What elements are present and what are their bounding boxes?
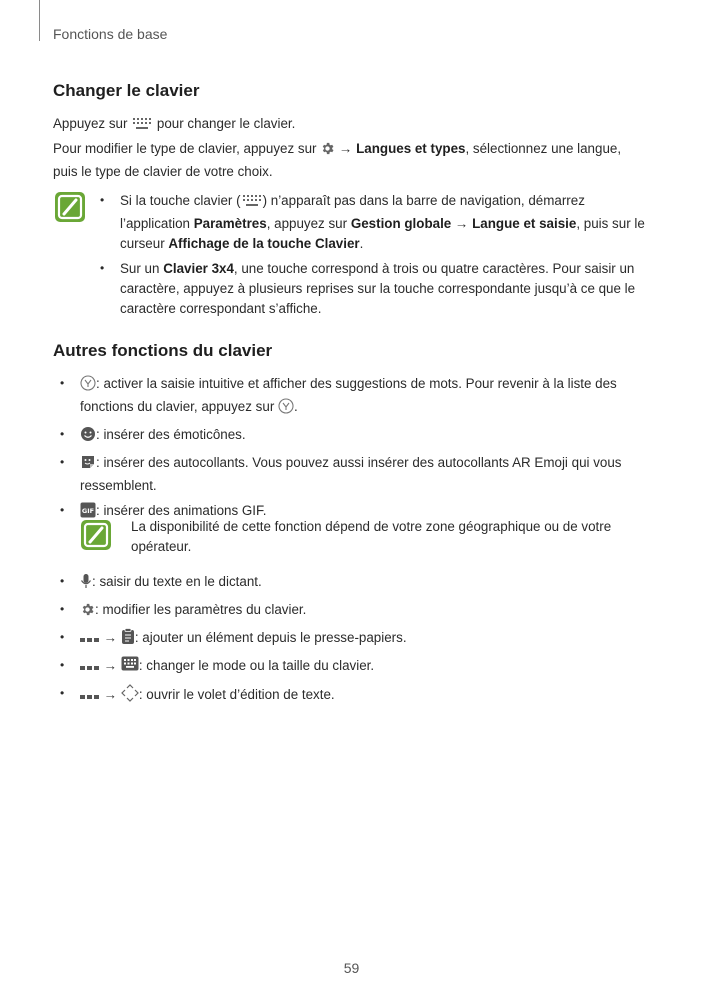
feature-keyboard-mode: • → : changer le mode ou la taille du clavier. <box>53 656 643 679</box>
paragraph-modify-keyboard-type: Pour modifier le type de clavier, appuyez sur → Langues et types, sélectionnez une langue, puis le type de clavier de votre choix. <box>53 141 622 179</box>
microphone-icon <box>80 573 92 595</box>
note-icon <box>55 192 85 222</box>
feature-sticker: • : insérer des autocollants. Vous pouvez aussi insérer des autocollants AR Emoji qui vous ressemblent. <box>60 455 622 493</box>
more-options-icon <box>80 688 100 708</box>
note-bullet-keyboard-key: • Si la touche clavier ( ) n’apparaît pas dans la barre de navigation, démarrez l’application Paramètres, appuyez sur Gestion globale → Langue et saisie, puis sur le curseur Affichage de la touche Clavier. <box>100 193 645 251</box>
keyboard-icon <box>241 194 263 214</box>
svg-text:GIF: GIF <box>81 507 95 515</box>
feature-list-2 <box>53 572 643 708</box>
feature-clipboard: • → : ajouter un élément depuis le presse-papiers. <box>53 628 643 651</box>
gear-icon <box>80 602 95 623</box>
emoji-icon <box>80 426 96 448</box>
page-number: 59 <box>343 960 360 976</box>
sticker-icon <box>80 454 96 476</box>
section-header: Fonctions de base <box>53 26 168 42</box>
feature-text-editing: • → : ouvrir le volet d’édition de texte. <box>53 684 643 708</box>
section-title-other-functions: Autres fonctions du clavier <box>53 341 273 360</box>
paragraph-change-keyboard: Appuyez sur pour changer le clavier. <box>53 114 653 137</box>
header-divider <box>39 0 40 41</box>
note-icon <box>81 520 111 550</box>
keyboard-mode-icon <box>121 656 139 679</box>
note-bullets <box>93 191 653 319</box>
feature-emoji: • : insérer des émoticônes. <box>53 425 643 448</box>
feature-settings: • : modifier les paramètres du clavier. <box>53 600 643 623</box>
feature-list <box>53 374 643 524</box>
gear-icon <box>320 141 335 162</box>
more-options-icon <box>80 659 100 679</box>
clipboard-icon <box>121 628 135 651</box>
keyboard-icon <box>131 117 153 137</box>
note-bullet-3x4-keyboard: • Sur un Clavier 3x4, une touche correspond à trois ou quatre caractères. Pour saisir un caractère, appuyez à plusieurs reprises sur la touche correspondante jusqu’à ce que le caractère correspondant s’affiche. <box>100 261 636 316</box>
predictive-text-icon <box>278 398 294 420</box>
section-title-change-keyboard: Changer le clavier <box>53 81 200 100</box>
feature-voice-input: • : saisir du texte en le dictant. <box>53 572 643 595</box>
more-options-icon <box>80 631 100 651</box>
predictive-text-icon <box>80 375 96 397</box>
gif-availability-note: La disponibilité de cette fonction dépend de votre zone géographique ou de votre opérateur. <box>131 519 612 554</box>
feature-gif: • GIF : insérer des animations GIF. <box>53 501 643 524</box>
text-editing-icon <box>121 684 139 708</box>
feature-predictive-text: • : activer la saisie intuitive et afficher des suggestions de mots. Pour revenir à la liste des fonctions du clavier, appuyez sur . <box>53 374 643 420</box>
